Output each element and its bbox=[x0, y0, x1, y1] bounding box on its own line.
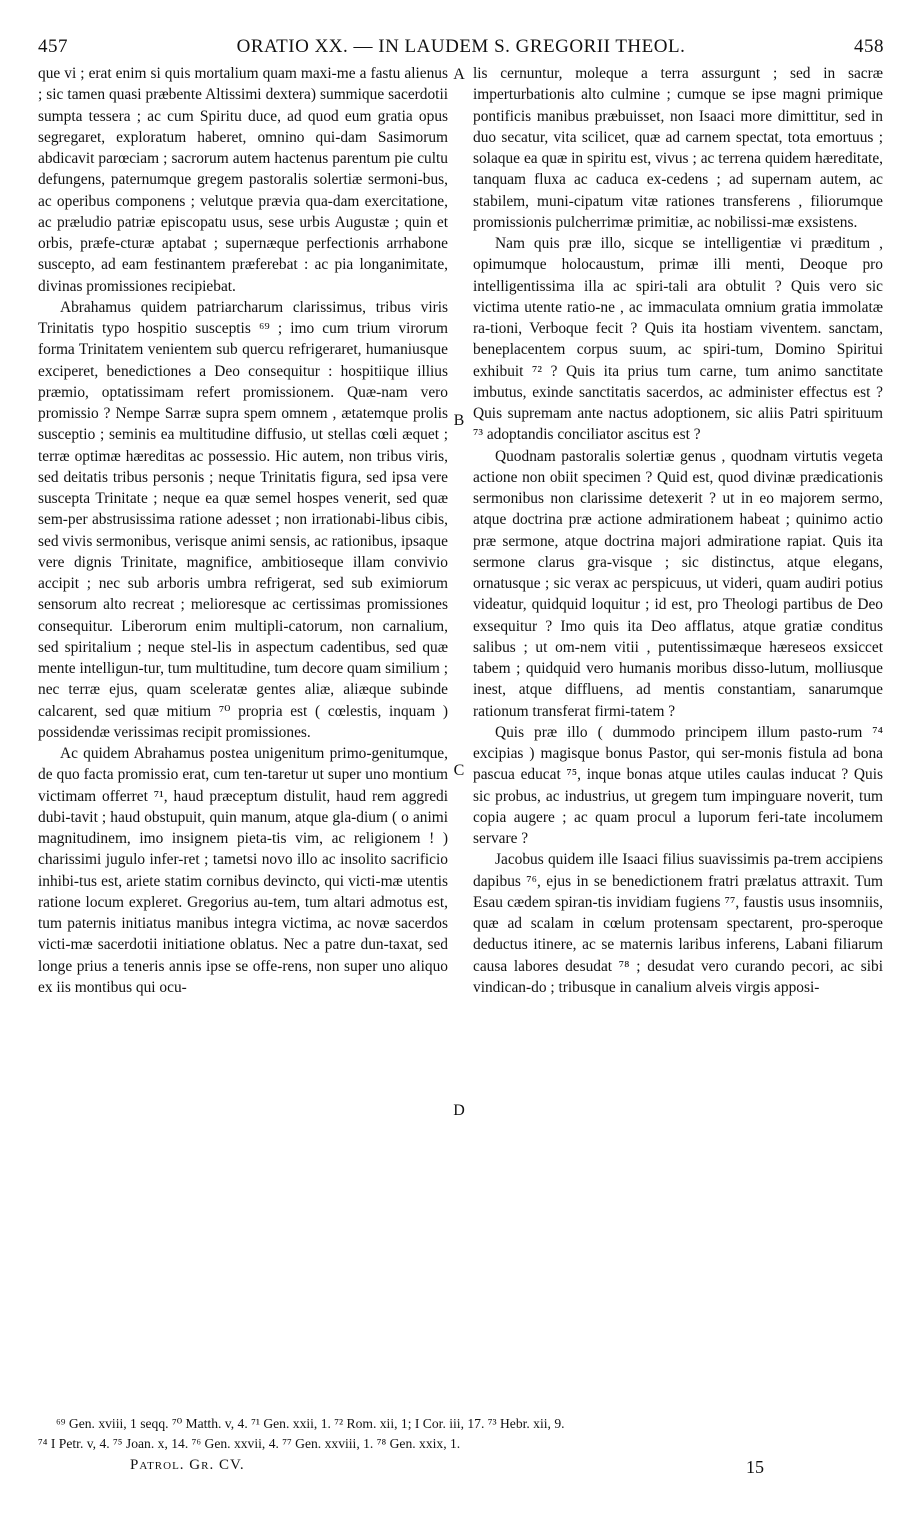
printer-signature: Patrol. Gr. CV. bbox=[130, 1457, 245, 1473]
paragraph: lis cernuntur, moleque a terra assurgunt ; sed in sacræ imperturbationis alto culmine ; cumque se ipse magni primique pontificis manibus præbuisset, non Isaaci more dimittitur, sed in duo secatur, vita scilicet, quæ ad carnem spectat, tota emortuus ; solaque ea quæ in spiritu est, vivus ; ac terrena quidem hæreditate, tanquam fluxa ac caduca ex-cedens ; ad supernam autem, ac stabilem, muni-cipatum vitæ rationes transferens , filiorumque promissionis pulcherrimæ primitiæ, ac nobilissi-mæ exsistens. bbox=[473, 65, 883, 231]
page-number-left: 457 bbox=[38, 36, 68, 57]
running-title: ORATIO XX. — IN LAUDEM S. GREGORII THEOL. bbox=[236, 36, 686, 57]
paragraph: Ac quidem Abrahamus postea unigenitum primo-genitumque, de quo facta promissio erat, cum ten-taretur ut super uno montium victimam offerret ⁷¹, haud præceptum distulit, haud rem aggredi dubi-tavit ; haud obstupuit, quin manum, atque gla-dium ( o animi magnitudinem, imo insignem pieta-tis vim, ac religionem ! ) charissimi jugulo infer-ret ; tametsi novo illo ac insolito sacrificio inhibi-tus est, ariete statim cornibus devincto, qui victi-mæ utentis ratione locum expleret. Gregorius au-tem, tum altari admotus est, tum paternis initiatus manibus integra victima, ac novæ sacerdos victi-mæ sacerdotii initiatione oblatus. Nec a patre dun-taxat, sed longe prius a teneris annis ipse se offe-rens, non super uno aliquo ex iis montibus qui ocu- bbox=[38, 745, 448, 996]
footnote-line: ⁶⁹ Gen. xviii, 1 seqq. ⁷⁰ Matth. v, 4. ⁷¹ Gen. xxii, 1. ⁷² Rom. xii, 1; I Cor. iii, 17. ⁷³ Hebr. xii, 9. bbox=[56, 1416, 565, 1431]
footnotes bbox=[38, 1414, 888, 1454]
paragraph: Abrahamus quidem patriarcharum clarissimus, tribus viris Trinitatis typo hospitio susceptis ⁶⁹ ; imo cum trium virorum forma Trinitatem venientem sub quercu refrigeraret, humaniusque exciperet, benedictiones a Deo consequitur : hospitiique illius præmio, optatissimam refert promissionem. Quæ-nam vero promissio ? Nempe Sarræ supra spem omnem , ætatemque prolis susceptio ; seminis ea multitudine diffusio, ut stellas cœli æquet ; terræ optimæ hæreditas ac possessio. Hic autem, non tribus viris, sed deitatis tribus personis ; neque Trinitatis figura, sed ipsa vere suscepta Trinitate ; neque ea quæ semel hospes venerit, sed quæ sem-per abstrusissima ratione adesset ; non irrationabi-libus cibis, sed vivis sermonibus, verisque animi sensis, ac rationibus, ipsaque vere dignis Trinitate, magnifice, ambitioseque illam convivio accipit ; nec sub arboris umbra refrigerat, sed sub eximiorum sensorum alto recreat ; melioresque ac certissimas promissiones consequitur. Liberorum enim multipli-catorum, non carnalium, sed spiritalium ; neque stel-lis in aspectum cadentibus, sed quæ mente intelligun-tur, tum multitudine, tum decore quam similium ; nec terræ ejus, quam sceleratæ gentes aliæ, aliæque subinde calcarent, sed quæ mitium ⁷⁰ propria est ( cœlestis, inquam ) possidendæ verissimas recipit promissiones. bbox=[38, 298, 448, 741]
section-marker-a: A bbox=[453, 66, 465, 83]
section-marker-b: B bbox=[453, 412, 465, 429]
paragraph: Quodnam pastoralis solertiæ genus , quodnam virtutis vegeta actione non obiit specimen ? Quid est, quod divinæ prædicationis sermonibus non clarissime detexerit ? ut in eo majorem sermo, atque doctrina præ actione admirationem habeat ; quinimo actio præ sermone, atque doctrina majori admiratione rapiat. Quis ita sermone clarus gra-visque ; sic distinctus, atque elegans, ornatusque ; sic verax ac perspicuus, ut videri, quam audiri potius videatur, quidquid loquitur ; id est, pro Theologi partibus de Deo exsequitur ? Imo quis ita Deo afflatus, atque gratiæ conditus salibus ; ut om-nem vitii , putentissimæque hæreseos exsiccet tabem ; quidquid vero humanis moribus disso-lutum, molliusque inest, atque diffluens, ad mentis constantiam, sanarumque rationum transferat firmi-tatem ? bbox=[473, 447, 883, 720]
paragraph: Nam quis præ illo, sicque se intelligentiæ vi præditum , opimumque holocaustum, primæ illi menti, Deoque pro intelligentissima illa ac spiri-tali ara obtulit ? Quis vero sic victima utente ratio-ne , ac immaculata omnium gratia immolatæ ra-tioni, Verboque fecit ? Quis ita hostiam viventem. sanctam, beneplacentem corpus suum, ac spiri-tum, Domino Spiritui exhibuit ⁷² ? Quis ita prius tum carne, tum animo sanctitate imbutus, exinde sanctitatis sacerdos, ac administer effectus est ? Quis supremam ante nactus adoptionem, sic aliis Patri spirituum ⁷³ adoptandis conciliator ascitus est ? bbox=[473, 235, 883, 444]
section-marker-d: D bbox=[453, 1102, 465, 1119]
left-column bbox=[38, 63, 448, 998]
running-header bbox=[38, 36, 884, 62]
section-marker-c: C bbox=[453, 762, 465, 779]
paragraph: que vi ; erat enim si quis mortalium quam maxi-me a fastu alienus ; sic tamen quasi præbente Altissimi dextera) summique sacerdotii sumpta tessera ; ac cum Spiritu duce, ad quod eum gratia opus segregaret, exploratum haberet, omnino qui-dam Sasimorum abdicavit parœciam ; sacrorum autem hactenus parentum pie cultu defungens, paternumque gregem pastoralis solertiæ sermoni-bus, ac operibus componens ; velutque prævia qua-dam exercitatione, ac præludio patriæ episcopatu usus, sese urbis Augustæ ; quin et orbis, præfe-cturæ aptabat ; supernæque perfectionis arrhabone suscepto, ad eam festinantem præferebat : ac pia longanimitate, divinas promissiones recipiebat. bbox=[38, 65, 448, 295]
paragraph: Jacobus quidem ille Isaaci filius suavissimis pa-trem accipiens dapibus ⁷⁶, ejus in se benedictionem fratri prælatus attraxit. Tum Esau cædem spiran-tis invidiam fugiens ⁷⁷, faustis usus insomniis, quæ ad scalam in cœlum protensam spectarent, pro-speroque deductus itinere, ac se maternis laribus inferens, Labani filiarum causa labores desudat ⁷⁸ ; desudat vero curando pecori, ac sibi vindican-do ; tribusque in canalium alveis virgis apposi- bbox=[473, 851, 883, 996]
sheet-number: 15 bbox=[746, 1457, 764, 1477]
paragraph: Quis præ illo ( dummodo principem illum pasto-rum ⁷⁴ excipias ) magisque bonus Pastor, qui ser-monis fistula ad bona pascua educat ⁷⁵, inque bonas atque utiles caulas inducat ? Quis sic probus, ac industrius, ut gregem tum impinguare noverit, tum copia augere ; ac quam procul a luporum feri-tate incolumem servare ? bbox=[473, 723, 883, 847]
page-number-right: 458 bbox=[854, 36, 884, 57]
right-column bbox=[473, 63, 883, 998]
footnote-line: ⁷⁴ I Petr. v, 4. ⁷⁵ Joan. x, 14. ⁷⁶ Gen. xxvii, 4. ⁷⁷ Gen. xxviii, 1. ⁷⁸ Gen. xxix, 1. bbox=[38, 1436, 461, 1451]
